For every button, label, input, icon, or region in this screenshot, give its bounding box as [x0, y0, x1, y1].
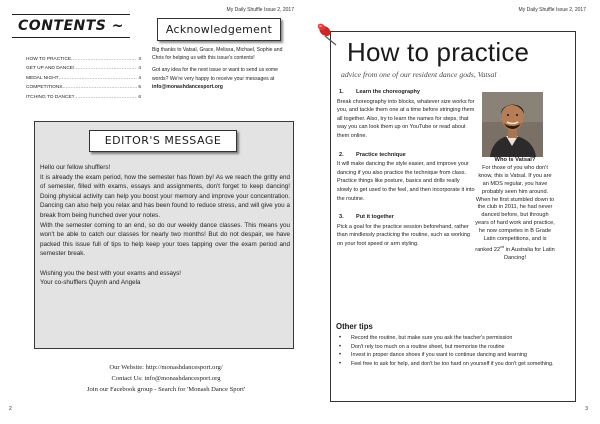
- article-title: How to practice: [347, 37, 530, 67]
- who-is-vatsal: [475, 157, 555, 263]
- tip-heading: 1. Learn the choreography: [339, 89, 421, 95]
- editor-message-text: [40, 163, 290, 288]
- push-pin-icon: [316, 21, 342, 47]
- contents-item[interactable]: ITCHING TO DANCE? ..... 6: [26, 93, 141, 102]
- acknowledgement-thanks: Big thanks to Vatsal, Grace, Melissa, Michael, Sophie and Chris for helping us with this issue's contents!: [152, 47, 283, 62]
- contents-item[interactable]: HOW TO PRACTICE ..... 3: [26, 55, 141, 64]
- contact-links: [36, 362, 296, 395]
- tip-heading: 2. Practice technique: [339, 151, 406, 158]
- editor-wishes: Wishing you the best with your exams and essays!: [40, 269, 182, 277]
- editor-greeting: Hello our fellow shufflers!: [40, 164, 111, 171]
- page-number: 2: [9, 406, 12, 412]
- who-is-vatsal-heading: Who is Vatsal?: [494, 157, 536, 163]
- other-tip-item: • Invest in proper dance shoes if you want to continue dancing and learning: [339, 351, 571, 360]
- issue-header: My Daily Shuffle Issue 2, 2017: [518, 7, 586, 13]
- who-is-vatsal-text: For those of you who don't know, this is Vatsal. If you are an MDS regular, you have probably seen him around. When he first stumbled down to the club in 2011, he had never danced before, but through years of hard work and practice, he now competes in B Grade Latin competitions, and is ranked 22nd in Australia for Latin Dancing!: [475, 164, 555, 261]
- acknowledgement-ideas: Got any idea for the next issue or want to send us some words? We're very happy to receive your messages at info@monashdancesport.org: [152, 67, 278, 90]
- other-tips-title: Other tips: [336, 322, 373, 331]
- tip-body: It will make dancing the style easier, and improve your dancing if you also practice the technique from class. Practice things like posture, basics and drills really slowly to get used to the feel, and then incorporate it into the routine.: [337, 161, 475, 202]
- editor-paragraph: With the semester coming to an end, so do our weekly dance classes. This means you won't be able to catch our classes for nearly two months! But do not despair, we have packed this issue full of tips to help keep your toes tapping over the exam period and semester break.: [40, 221, 290, 258]
- editor-signoff: Your co-shufflers Quynh and Angela: [40, 279, 141, 287]
- facebook-group-link[interactable]: Join our Facebook group - Search for 'Monash Dance Sport': [86, 386, 246, 393]
- acknowledgement-body: [152, 46, 292, 95]
- tip-heading: 3. Put it together: [339, 214, 394, 221]
- other-tips-list: [339, 334, 571, 368]
- other-tip-item: • Don't rely too much on a routine sheet, but memorise the routine: [339, 343, 571, 352]
- editor-message-title: EDITOR'S MESSAGE: [89, 130, 237, 152]
- tip-body: Pick a goal for the practice session beforehand, rather than mindlessly practicing the routine, such as working on your foot speed or arm styling.: [337, 223, 470, 247]
- tips-column: [337, 88, 475, 259]
- acknowledgement-title: Acknowledgement: [157, 18, 281, 41]
- contents-item[interactable]: GET UP AND DANCE! ..... 4: [26, 64, 141, 73]
- editor-message-box: [34, 121, 294, 349]
- tip-body: Break choreography into blocks, whatever size works for you, and tackle them one at a time before stringing them all together. Also, try to learn the names for steps, that way you can look them up on YouTube or read about them online.: [337, 98, 475, 139]
- other-tip-item: • Record the routine, but make sure you ask the teacher's permission: [339, 334, 571, 343]
- editor-paragraph: It is already the exam period, how the semester has flown by! As we reach the gritty end of semester, filled with exams, essays and assignments, don't forget to keep dancing! Doing physical activity can help you boost your memory and improve your concentration. Dancing can also help you relax and has been found to reduce stress, and will give you a break from being hunched over your notes.: [40, 173, 290, 219]
- other-tip-item: • Feel free to ask for help, and don't be too hard on yourself if you don't get something.: [339, 360, 571, 369]
- contents-item[interactable]: COMPETITIONS ..... 5: [26, 83, 141, 92]
- how-to-practice-box: [330, 31, 576, 402]
- page-number: 3: [585, 406, 588, 412]
- contents-list: [26, 55, 141, 102]
- article-subtitle: advice from one of our resident dance gods, Vatsal: [341, 70, 497, 79]
- vatsal-photo: [482, 92, 543, 157]
- issue-header: My Daily Shuffle Issue 2, 2017: [226, 7, 294, 13]
- contact-email-link[interactable]: Contact Us: info@monashdancesport.org: [111, 375, 221, 382]
- email-link[interactable]: info@monashdancesport.org: [152, 83, 223, 90]
- contents-item[interactable]: MEDAL NIGHT ..... 4: [26, 74, 141, 83]
- contents-title: CONTENTS ~: [12, 14, 130, 38]
- website-link[interactable]: Our Website: http://monashdancesport.org/: [109, 364, 223, 371]
